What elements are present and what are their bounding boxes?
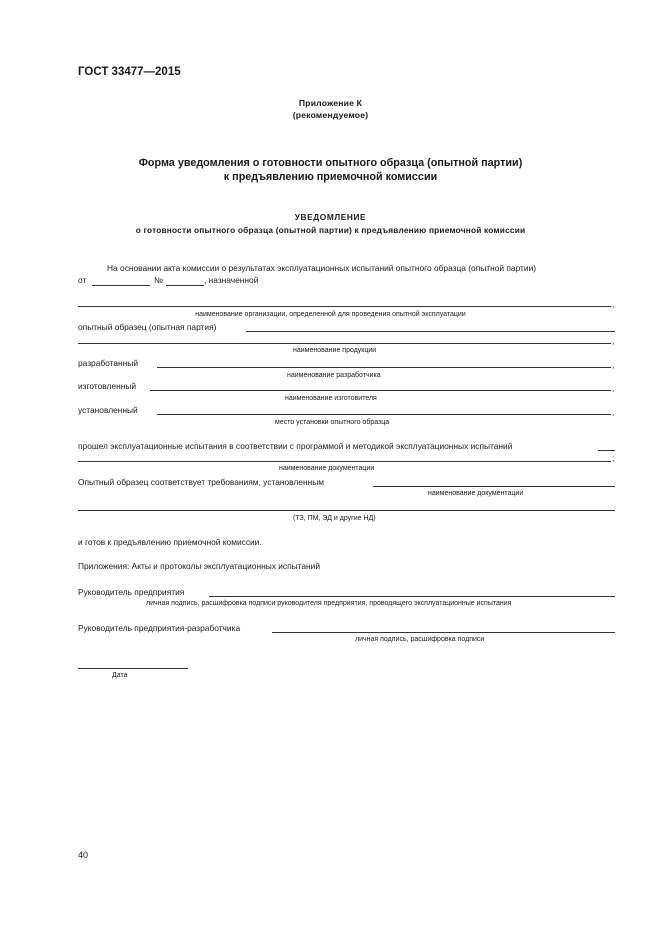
notice-subtitle: о готовности опытного образца (опытной партии) к предъявлению приемочной комиссии xyxy=(135,225,526,235)
semicolon: ; xyxy=(612,453,615,463)
developer-field[interactable] xyxy=(157,367,611,368)
comma: , xyxy=(612,360,615,370)
developer-head-label: Руководитель предприятия-разработчика xyxy=(78,623,241,633)
prototype-field[interactable] xyxy=(246,331,615,332)
act-date-field[interactable] xyxy=(92,285,150,286)
complies-text: Опытный образец соответствует требованиям, установленным xyxy=(78,477,324,487)
developer-head-signature-field[interactable] xyxy=(272,632,615,633)
ready-text: и готов к предъявлению приемочной комиссии. xyxy=(78,537,262,547)
caption-manufacturer: наименование изготовителя xyxy=(285,395,377,402)
caption-head-signature: личная подпись, расшифровка подписи руководителя предприятия, проводящего эксплуатационные испытания xyxy=(146,600,512,607)
manufactured-label: изготовленный xyxy=(78,381,137,391)
prototype-field-cont[interactable] xyxy=(78,343,611,344)
location-field[interactable] xyxy=(157,414,611,415)
number-sign: № xyxy=(154,275,163,285)
requirements-field[interactable] xyxy=(373,486,615,487)
comma: , xyxy=(612,407,615,417)
caption-developer: наименование разработчика xyxy=(287,372,381,379)
caption-doc-types: (ТЗ, ПМ, ЭД и другие НД) xyxy=(293,515,376,522)
annex-title: Приложение К xyxy=(298,98,363,108)
installed-label: установленный xyxy=(78,405,138,415)
act-number-field[interactable] xyxy=(166,285,204,286)
caption-organization: наименование организации, определенной для проведения опытной эксплуатации xyxy=(195,311,466,318)
head-label: Руководитель предприятия xyxy=(78,587,185,597)
notice-title: УВЕДОМЛЕНИЕ xyxy=(294,212,367,222)
caption-documentation: наименование документации xyxy=(279,465,375,472)
comma: , xyxy=(612,336,615,346)
requirements-field-cont[interactable] xyxy=(78,510,615,511)
from-prefix: от xyxy=(78,275,87,285)
page-number: 40 xyxy=(78,850,89,860)
attachments-text: Приложения: Акты и протоколы эксплуатационных испытаний xyxy=(78,561,321,571)
appointed-text: , назначенной xyxy=(204,275,259,285)
organization-field[interactable] xyxy=(78,306,611,307)
comma: , xyxy=(612,299,615,309)
form-title-line2: к предъявлению приемочной комиссии xyxy=(223,171,438,183)
prototype-label: опытный образец (опытная партия) xyxy=(78,322,217,332)
document-header: ГОСТ 33477—2015 xyxy=(78,66,181,78)
caption-product: наименование продукции xyxy=(293,347,377,354)
caption-location: место установки опытного образца xyxy=(275,419,390,426)
date-field[interactable] xyxy=(78,668,188,669)
form-title-line1: Форма уведомления о готовности опытного образца (опытной партии) xyxy=(138,157,523,169)
developed-label: разработанный xyxy=(78,358,138,368)
manufacturer-field[interactable] xyxy=(150,390,611,391)
head-signature-field[interactable] xyxy=(209,596,615,597)
caption-documentation-2: наименование документации xyxy=(428,490,524,497)
caption-developer-head-signature: личная подпись, расшифровка подписи xyxy=(355,636,485,643)
passed-field[interactable] xyxy=(598,450,615,451)
comma: , xyxy=(612,383,615,393)
intro-text: На основании акта комиссии о результатах эксплуатационных испытаний опытного образца (опытной партии) xyxy=(107,263,537,273)
caption-date: Дата xyxy=(112,672,128,679)
annex-status: (рекомендуемое) xyxy=(292,110,369,120)
documentation-field[interactable] xyxy=(78,461,611,462)
passed-text: прошел эксплуатационные испытания в соответствии с программой и методикой эксплуатационных испытаний xyxy=(78,441,513,451)
